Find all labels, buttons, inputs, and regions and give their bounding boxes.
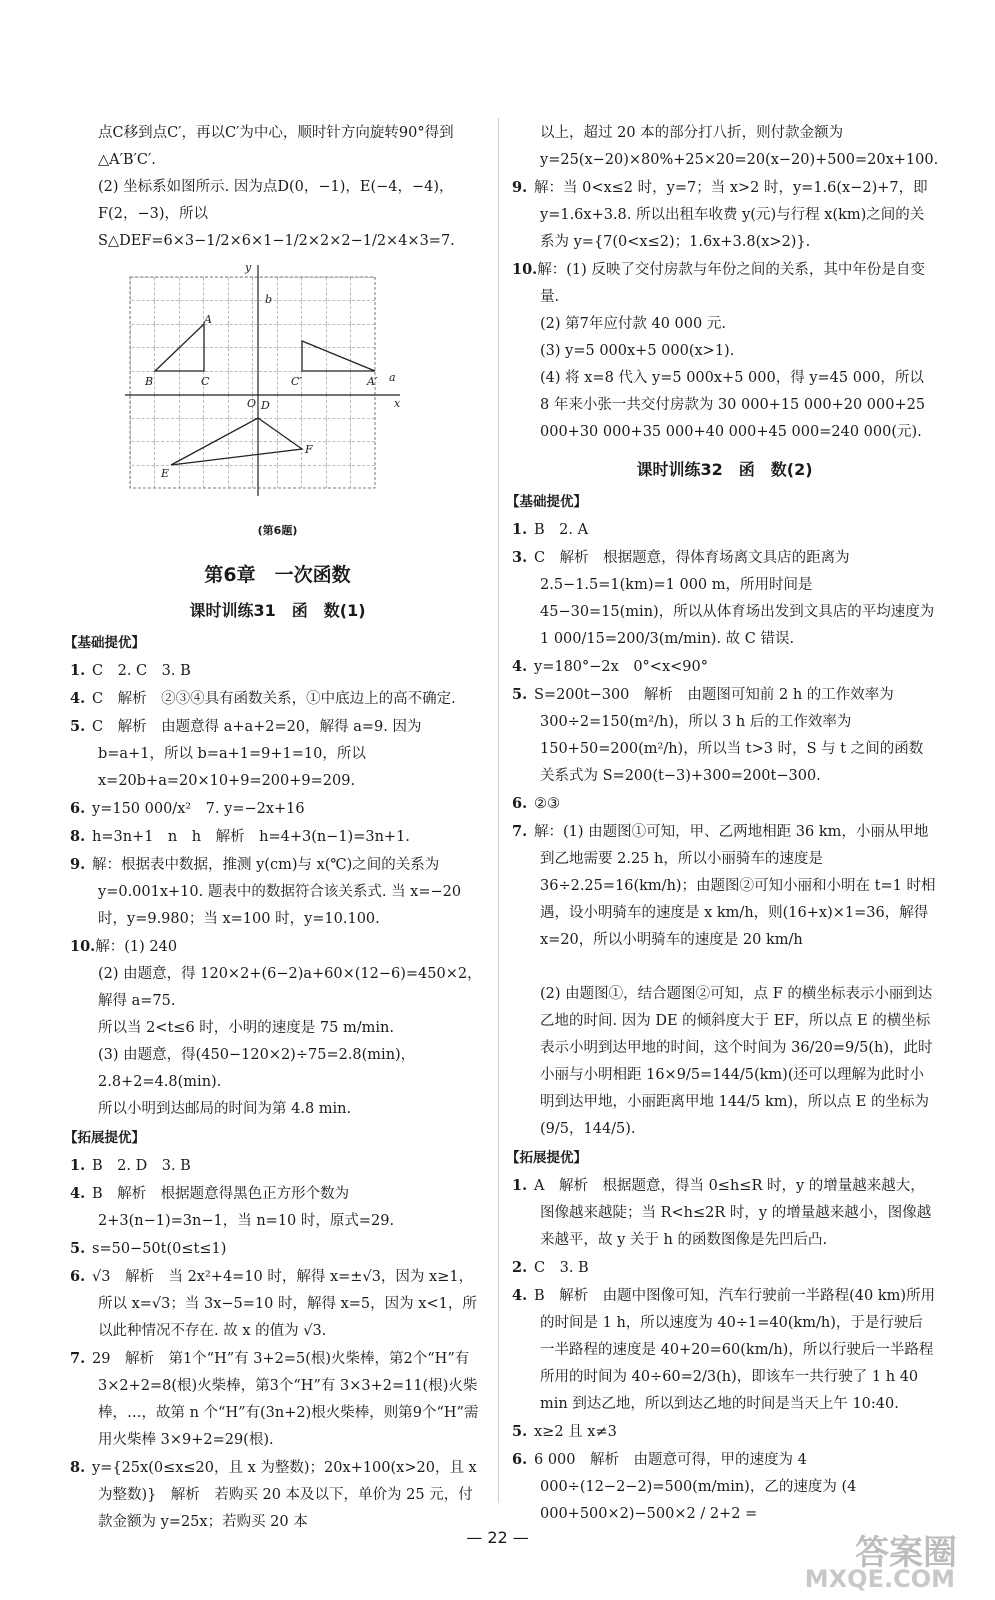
label-a: A xyxy=(204,313,212,326)
item-text: 解：(1) 由题图①可知，甲、乙两地相距 36 km，小丽从甲地到乙地需要 2.25 h，所以小丽骑车的速度是 36÷2.25=16(km/h)；由题图②可知小丽和小明在 t=1 时相遇，设小明骑车的速度是 x km/h，则(16+x)×1=36，解得 x=20，所以小明骑车的速度是 20 km/h xyxy=(534,824,936,948)
grid xyxy=(130,277,375,488)
answer-item xyxy=(70,933,485,961)
section-basic-31: 【基础提优】 xyxy=(64,635,145,651)
left-column xyxy=(64,120,485,1536)
item-num: 3. xyxy=(512,549,528,566)
label-a-axis: a xyxy=(389,371,396,384)
item-text: C 3. B xyxy=(534,1260,589,1276)
item10-line: (3) 由题意，得(450−120×2)÷75=2.8(min)，2.8+2=4.8(min). xyxy=(98,1047,416,1090)
label-o: O xyxy=(247,397,257,410)
item-text: √3 解析 当 2x²+4=10 时，解得 x=±√3，因为 x≥1，所以 x=√3；当 3x−5=10 时，解得 x=5，因为 x<1，所以此种情况不存在. 故 x 的值为 √3. xyxy=(92,1269,477,1339)
answer-item xyxy=(512,174,937,256)
item-text: 6 000 解析 由题意可得，甲的速度为 4 000÷(12−2−2)=500(m/min)，乙的速度为 (4 000+500×2)−500×2 / 2+2 = xyxy=(534,1452,857,1522)
answer-item xyxy=(70,1345,485,1454)
answer-item xyxy=(512,1446,937,1528)
item-num: 4. xyxy=(70,690,86,707)
answer-item xyxy=(512,790,937,818)
answer-item xyxy=(512,544,937,653)
right-column xyxy=(506,120,939,1528)
answer-item xyxy=(512,1282,937,1418)
intro-line-2: (2) 坐标系如图所示. 因为点D(0，−1)，E(−4，−4)，F(2，−3)，所以 S△DEF=6×3−1/2×6×1−1/2×2×2−1/2×4×3=7. xyxy=(98,179,455,249)
column-divider xyxy=(498,118,499,1503)
lesson-title-32: 课时训练32 函 数(2) xyxy=(636,460,813,479)
item-text: B 2. D 3. B xyxy=(92,1158,191,1174)
item-num: 5. xyxy=(512,686,528,703)
answer-item xyxy=(70,1152,485,1180)
item-text: h=3n+1 n h 解析 h=4+3(n−1)=3n+1. xyxy=(92,829,410,845)
watermark-url: MXQE.COM xyxy=(804,1565,955,1593)
item-num: 10. xyxy=(70,938,96,955)
coordinate-figure xyxy=(115,261,485,511)
answer-item xyxy=(70,1454,485,1536)
answer-item xyxy=(512,516,937,544)
item10-line: 所以小明到达邮局的时间为第 4.8 min. xyxy=(98,1101,352,1117)
answer-item xyxy=(70,1235,485,1263)
item-num: 5. xyxy=(70,718,86,735)
item-text: y={25x(0≤x≤20，且 x 为整数)；20x+100(x>20，且 x 为整数)} 解析 若购买 20 本及以下，单价为 25 元，付款金额为 y=25x；若购买 20 本 xyxy=(92,1460,477,1530)
watermark-logo: 答案圈 xyxy=(855,1533,957,1573)
item-num: 6. xyxy=(512,795,528,812)
item-text: C 解析 ②③④具有函数关系，①中底边上的高不确定. xyxy=(92,691,456,707)
answer-item xyxy=(512,681,937,790)
item-num: 9. xyxy=(512,179,528,196)
item-text: 解：根据表中数据，推测 y(cm)与 x(℃)之间的关系为 y=0.001x+10. 题表中的数据符合该关系式. 当 x=−20 时，y=9.980；当 x=100 时，y=10.100. xyxy=(92,857,462,927)
item-text: y=180°−2x 0°<x<90° xyxy=(534,659,708,675)
answer-item xyxy=(70,851,485,933)
item-num: 10. xyxy=(512,261,538,278)
item-text: B 2. A xyxy=(534,522,589,538)
answer-item xyxy=(70,657,485,685)
item-num: 1. xyxy=(70,1157,86,1174)
item-num: 9. xyxy=(70,856,86,873)
item-text: C 解析 由题意得 a+a+2=20，解得 a=9. 因为 b=a+1，所以 b=a+1=9+1=10，所以 x=20b+a=20×10+9=200+9=209. xyxy=(92,719,422,789)
item-num: 4. xyxy=(70,1185,86,1202)
item-text: x≥2 且 x≠3 xyxy=(534,1424,617,1440)
item-text: 解：(1) 反映了交付房款与年份之间的关系，其中年份是自变量. xyxy=(537,262,925,305)
top-continuation: 以上，超过 20 本的部分打八折，则付款金额为 y=25(x−20)×80%+25×20=20(x−20)+500=20x+100. xyxy=(540,125,939,168)
answer-item xyxy=(512,954,937,981)
label-x: x xyxy=(394,397,401,410)
item-num: 8. xyxy=(70,1459,86,1476)
item10-line: (3) y=5 000x+5 000(x>1). xyxy=(540,343,735,359)
label-b: b xyxy=(265,293,273,306)
page-number: — 22 — xyxy=(466,1528,529,1547)
item-num: 5. xyxy=(512,1423,528,1440)
answer-item xyxy=(512,653,937,681)
item7-line: (2) 由题图①，结合题图②可知，点 F 的横坐标表示小丽到达乙地的时间. 因为 DE 的倾斜度大于 EF，所以点 E 的横坐标表示小明到达甲地的时间，这个时间为 36/20=9/5(h)，此时小丽与小明相距 16×9/5=144/5(km)(还可以理解为此时小明到达甲地，小丽距离甲地 144/5 km)，所以点 E 的坐标为(9/5，144/5). xyxy=(540,986,933,1137)
label-f: F xyxy=(305,443,313,456)
item-text: ②③ xyxy=(534,796,560,812)
item-num: 6. xyxy=(70,1268,86,1285)
item-num: 1. xyxy=(512,1177,528,1194)
item-text: S=200t−300 解析 由题图可知前 2 h 的工作效率为 300÷2=150(m²/h)，所以 3 h 后的工作效率为 150+50=200(m²/h)，所以当 t>3 时，S 与 t 之间的函数关系式为 S=200(t−3)+300=200t−300. xyxy=(534,687,924,784)
item-text: 29 解析 第1个“H”有 3+2=5(根)火柴棒，第2个“H”有 3×2+2=8(根)火柴棒，第3个“H”有 3×3+2=11(根)火柴棒，…，故第 n 个“H”有(3n+2)根火柴棒，则第9个“H”需用火柴棒 3×9+2=29(根). xyxy=(92,1351,479,1448)
item-text: s=50−50t(0≤t≤1) xyxy=(92,1241,227,1257)
section-ext-31: 【拓展提优】 xyxy=(64,1130,145,1146)
answer-item xyxy=(70,823,485,851)
label-e: E xyxy=(161,467,170,480)
item-num: 1. xyxy=(70,662,86,679)
item-num: 7. xyxy=(512,823,528,840)
item-num: 1. xyxy=(512,521,528,538)
label-b-point: B xyxy=(145,375,154,388)
item-num: 6. xyxy=(70,800,86,817)
item-text: 解：(1) 240 xyxy=(95,939,178,955)
lesson-title-31: 课时训练31 函 数(1) xyxy=(189,601,366,620)
answer-item xyxy=(70,1180,485,1235)
item10-line: (2) 由题意，得 120×2+(6−2)a+60×(12−6)=450×2，解得 a=75. xyxy=(98,966,482,1009)
item-text: A 解析 根据题意，得当 0≤h≤R 时，y 的增量越来越大，图像越来越陡；当 R<h≤2R 时，y 的增量越来越小，图像越来越平，故 y 关于 h 的函数图像是先凹后凸. xyxy=(534,1178,932,1248)
label-c: C xyxy=(201,375,210,388)
item10-line: (4) 将 x=8 代入 y=5 000x+5 000，得 y=45 000，所以 8 年来小张一共交付房款为 30 000+15 000+20 000+25 000+30 000+35 000+40 000+45 000=240 000(元). xyxy=(540,370,926,440)
answer-item xyxy=(512,1254,937,1282)
item-text: C 解析 根据题意，得体育场离文具店的距离为 2.5−1.5=1(km)=1 000 m，所用时间是 45−30=15(min)，所以从体育场出发到文具店的平均速度为 1 000/15=200/3(m/min). 故 C 错误. xyxy=(534,550,935,647)
item-num: 2. xyxy=(512,1259,528,1276)
label-a-prime: A′ xyxy=(367,375,378,388)
section-ext-32: 【拓展提优】 xyxy=(506,1150,587,1166)
figure-svg xyxy=(115,261,405,501)
chapter-title: 第6章 一次函数 xyxy=(204,564,351,586)
item-text: y=150 000/x² 7. y=−2x+16 xyxy=(92,801,305,817)
section-basic-32: 【基础提优】 xyxy=(506,494,587,510)
label-c-prime: C′ xyxy=(291,375,302,388)
answer-item xyxy=(70,795,485,823)
item-num: 5. xyxy=(70,1240,86,1257)
answer-item xyxy=(70,713,485,795)
item10-line: 所以当 2<t≤6 时，小明的速度是 75 m/min. xyxy=(98,1020,394,1036)
answer-item xyxy=(70,685,485,713)
label-y: y xyxy=(245,261,252,274)
item-num: 6. xyxy=(512,1451,528,1468)
answer-item xyxy=(512,1172,937,1254)
item-num: 7. xyxy=(70,1350,86,1367)
intro-line-1: 点C移到点C′，再以C′为中心，顺时针方向旋转90°得到△A′B′C′. xyxy=(98,125,454,168)
answer-item xyxy=(512,818,937,954)
label-d: D xyxy=(261,399,270,412)
item-num: 4. xyxy=(512,1287,528,1304)
figure-caption: (第6题) xyxy=(257,524,298,537)
item-text: 解：当 0<x≤2 时，y=7；当 x>2 时，y=1.6(x−2)+7，即 y=1.6x+3.8. 所以出租车收费 y(元)与行程 x(km)之间的关系为 y={7(0<x≤2)；1.6x+3.8(x>2)}. xyxy=(534,180,928,250)
item-text: C 2. C 3. B xyxy=(92,663,191,679)
item-text: B 解析 由题中图像可知，汽车行驶前一半路程(40 km)所用的时间是 1 h，所以速度为 40÷1=40(km/h)，于是行驶后一半路程的速度是 40+20=60(km/h)，所以行驶后一半路程所用的时间为 40÷60=2/3(h)，即该车一共行驶了 1 h 40 min 到达乙地，所以到达乙地的时间是当天上午 10:40. xyxy=(534,1288,936,1412)
item10-line: (2) 第7年应付款 40 000 元. xyxy=(540,316,726,332)
item-num: 4. xyxy=(512,658,528,675)
item-text: B 解析 根据题意得黑色正方形个数为 2+3(n−1)=3n−1，当 n=10 时，原式=29. xyxy=(92,1186,395,1229)
item-num: 8. xyxy=(70,828,86,845)
answer-item xyxy=(70,1263,485,1345)
answer-item xyxy=(512,256,937,311)
answer-item xyxy=(512,1418,937,1446)
